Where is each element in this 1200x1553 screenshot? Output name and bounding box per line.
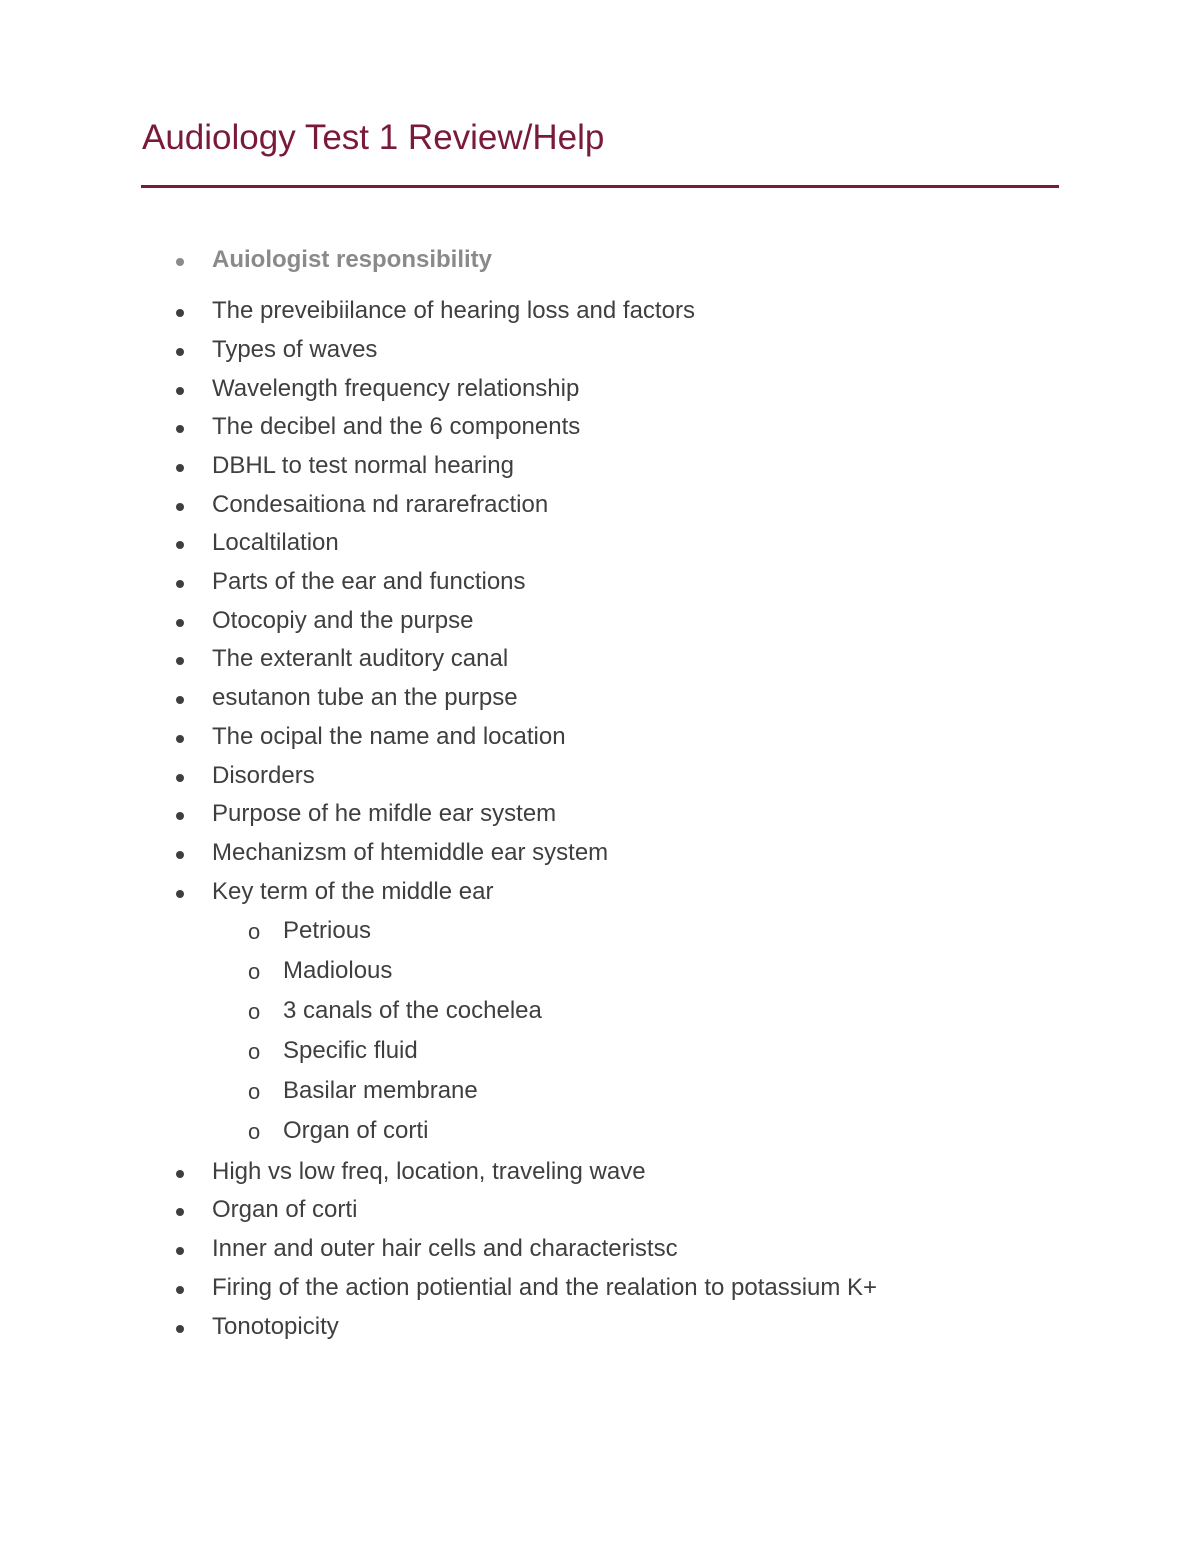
list-item-text: Tonotopicity [212,1313,339,1340]
bullet-icon [176,812,184,820]
sub-bullet-icon: o [248,999,261,1024]
sub-bullet-icon: o [248,1039,261,1064]
list-item-text: Localtilation [212,529,339,556]
bullet-icon [176,348,184,356]
sub-bullet-icon: o [248,1079,261,1104]
sub-bullet-icon: o [248,919,261,944]
bullet-icon [176,425,184,433]
bullet-icon [176,309,184,317]
document-title: Audiology Test 1 Review/Help [142,118,605,157]
bullet-icon [176,735,184,743]
bullet-icon [176,580,184,588]
bullet-icon [176,696,184,704]
list-item-text: Otocopiy and the purpse [212,607,474,634]
sub-bullet-icon: o [248,959,261,984]
sub-list-item-text: 3 canals of the cochelea [283,997,542,1024]
bullet-icon [176,387,184,395]
list-item-text: esutanon tube an the purpse [212,684,518,711]
list-item-text: The preveibiilance of hearing loss and factors [212,297,695,324]
list-item-text: Inner and outer hair cells and characteristsc [212,1235,678,1262]
bullet-icon [176,774,184,782]
list-item-text: Auiologist responsibility [212,246,493,273]
list-item-text: Mechanizsm of htemiddle ear system [212,839,609,866]
sub-list-item-text: Organ of corti [283,1117,429,1144]
list-item-text: Wavelength frequency relationship [212,375,580,402]
list-item-text: Organ of corti [212,1196,358,1223]
bullet-icon [176,258,184,266]
list-item-text: Disorders [212,762,315,789]
list-item-text: Key term of the middle ear [212,878,494,905]
bullet-icon [176,657,184,665]
sub-list-item-text: Basilar membrane [283,1077,478,1104]
list-item-text: Firing of the action potiential and the realation to potassium K+ [212,1274,878,1301]
bullet-icon [176,503,184,511]
bullet-icon [176,619,184,627]
title-divider [141,185,1059,188]
list-item-text: Purpose of he mifdle ear system [212,800,557,827]
bullet-icon [176,464,184,472]
list-item-text: High vs low freq, location, traveling wave [212,1158,646,1185]
bullet-icon [176,1325,184,1333]
list-item-text: The exteranlt auditory canal [212,645,509,672]
bullet-icon [176,890,184,898]
list-item-text: DBHL to test normal hearing [212,452,514,479]
bullet-icon [176,851,184,859]
list-item-text: Types of waves [212,336,378,363]
bullet-icon [176,1247,184,1255]
sub-list-item-text: Petrious [283,917,372,944]
sub-list-item-text: Specific fluid [283,1037,418,1064]
list-item-text: Condesaitiona nd rararefraction [212,491,549,518]
bullet-icon [176,541,184,549]
bullet-icon [176,1170,184,1178]
list-item-text: Parts of the ear and functions [212,568,526,595]
list-item-text: The decibel and the 6 components [212,413,581,440]
bullet-icon [176,1208,184,1216]
sub-bullet-icon: o [248,1119,261,1144]
sub-list-item-text: Madiolous [283,957,393,984]
bullet-icon [176,1286,184,1294]
list-item-text: The ocipal the name and location [212,723,566,750]
